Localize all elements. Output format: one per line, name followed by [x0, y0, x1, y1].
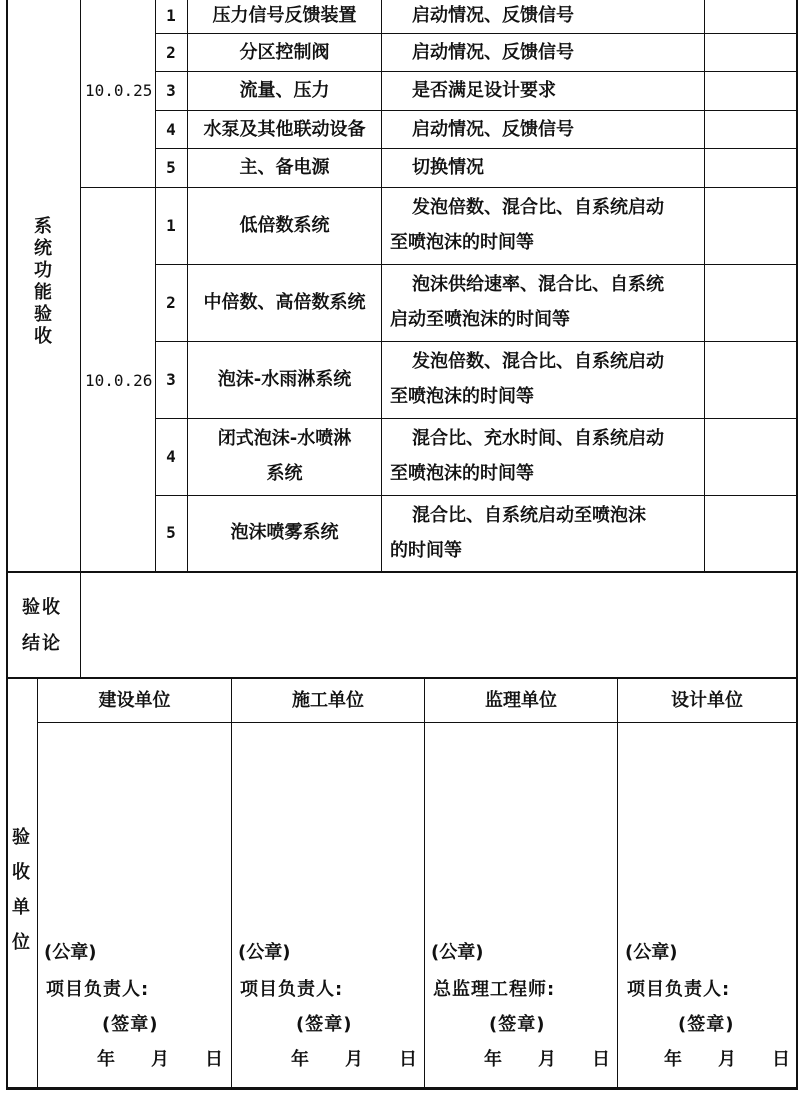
- check-content: 启动情况、反馈信号: [412, 119, 574, 140]
- border-right: [796, 0, 798, 1090]
- row-number: 4: [166, 447, 176, 466]
- row-line: [6, 571, 798, 573]
- check-content: 混合比、充水时间、自系统启动: [412, 428, 664, 449]
- check-content: 启动情况、反馈信号: [412, 5, 574, 26]
- signature-text: (签章): [489, 1014, 546, 1035]
- conclusion-field[interactable]: [82, 574, 795, 676]
- check-content: 至喷泡沫的时间等: [390, 463, 534, 484]
- unit-header-supervisor: 监理单位: [485, 690, 557, 711]
- col-line-b: [155, 0, 156, 572]
- signature-text: (签章): [678, 1014, 735, 1035]
- check-item: 系统: [266, 463, 303, 484]
- check-item: 分区控制阀: [239, 42, 330, 63]
- check-item: 主、备电源: [239, 157, 330, 178]
- date-text: 年 月 日: [291, 1049, 417, 1070]
- check-content: 至喷泡沫的时间等: [390, 386, 534, 407]
- border-left: [6, 0, 8, 1090]
- seal-text: (公章): [625, 942, 678, 963]
- row-number: 2: [166, 293, 176, 312]
- check-content: 启动至喷泡沫的时间等: [390, 309, 570, 330]
- row-number: 3: [166, 370, 176, 389]
- col-line-d: [381, 0, 382, 572]
- conclusion-label-line2: 结论: [22, 633, 62, 654]
- unit-label-divider: [37, 678, 38, 1088]
- check-content: 切换情况: [412, 157, 484, 178]
- seal-text: (公章): [44, 942, 97, 963]
- check-item: 流量、压力: [239, 80, 330, 101]
- clause-code-10-0-25: 10.0.25: [85, 81, 153, 100]
- check-content: 启动情况、反馈信号: [412, 42, 574, 63]
- check-content: 混合比、自系统启动至喷泡沫: [412, 505, 646, 526]
- conclusion-label-line1: 验收: [22, 597, 62, 618]
- responsible-person: 总监理工程师:: [433, 979, 556, 1000]
- row-number: 3: [166, 81, 176, 100]
- signature-text: (签章): [296, 1014, 353, 1035]
- check-content: 的时间等: [390, 540, 462, 561]
- border-bottom: [6, 1087, 798, 1090]
- check-item: 低倍数系统: [239, 215, 330, 236]
- row-number: 1: [166, 6, 176, 25]
- check-content: 发泡倍数、混合比、自系统启动: [412, 197, 664, 218]
- row-number: 5: [166, 523, 176, 542]
- row-line: [80, 187, 796, 188]
- check-item: 压力信号反馈装置: [212, 5, 357, 26]
- row-line: [155, 148, 796, 149]
- unit-header-line: [37, 722, 797, 723]
- row-line: [155, 264, 796, 265]
- responsible-person: 项目负责人:: [627, 979, 731, 1000]
- unit-col-line: [424, 678, 425, 1088]
- check-content: 发泡倍数、混合比、自系统启动: [412, 351, 664, 372]
- check-item: 泡沫-水雨淋系统: [217, 369, 352, 390]
- row-number: 1: [166, 216, 176, 235]
- row-number: 5: [166, 158, 176, 177]
- signature-text: (签章): [102, 1014, 159, 1035]
- seal-text: (公章): [431, 942, 484, 963]
- check-item: 中倍数、高倍数系统: [203, 292, 366, 313]
- unit-header-construction: 建设单位: [98, 690, 171, 711]
- section-label: 系 统 功 能 验 收: [34, 216, 52, 347]
- row-line: [155, 495, 796, 496]
- row-line: [155, 33, 796, 34]
- conclusion-divider: [80, 572, 81, 678]
- check-item: 闭式泡沫-水喷淋: [217, 428, 352, 449]
- responsible-person: 项目负责人:: [46, 979, 150, 1000]
- row-line: [155, 418, 796, 419]
- unit-col-line: [231, 678, 232, 1088]
- unit-col-line: [617, 678, 618, 1088]
- clause-code-10-0-26: 10.0.26: [85, 371, 153, 390]
- col-line-a: [80, 0, 81, 572]
- unit-section-label: 验 收 单 位: [12, 827, 30, 953]
- row-number: 2: [166, 43, 176, 62]
- date-text: 年 月 日: [664, 1049, 790, 1070]
- check-item: 水泵及其他联动设备: [203, 119, 366, 140]
- date-text: 年 月 日: [484, 1049, 610, 1070]
- row-line: [155, 110, 796, 111]
- check-content: 泡沫供给速率、混合比、自系统: [412, 274, 664, 295]
- row-line: [155, 341, 796, 342]
- unit-header-builder: 施工单位: [292, 690, 364, 711]
- row-line: [6, 677, 798, 679]
- seal-text: (公章): [238, 942, 291, 963]
- row-number: 4: [166, 120, 176, 139]
- unit-header-designer: 设计单位: [671, 690, 743, 711]
- check-content: 至喷泡沫的时间等: [390, 232, 534, 253]
- check-item: 泡沫喷雾系统: [230, 522, 339, 543]
- check-content: 是否满足设计要求: [412, 80, 556, 101]
- date-text: 年 月 日: [97, 1049, 223, 1070]
- row-line: [155, 71, 796, 72]
- responsible-person: 项目负责人:: [240, 979, 344, 1000]
- col-line-e: [704, 0, 705, 572]
